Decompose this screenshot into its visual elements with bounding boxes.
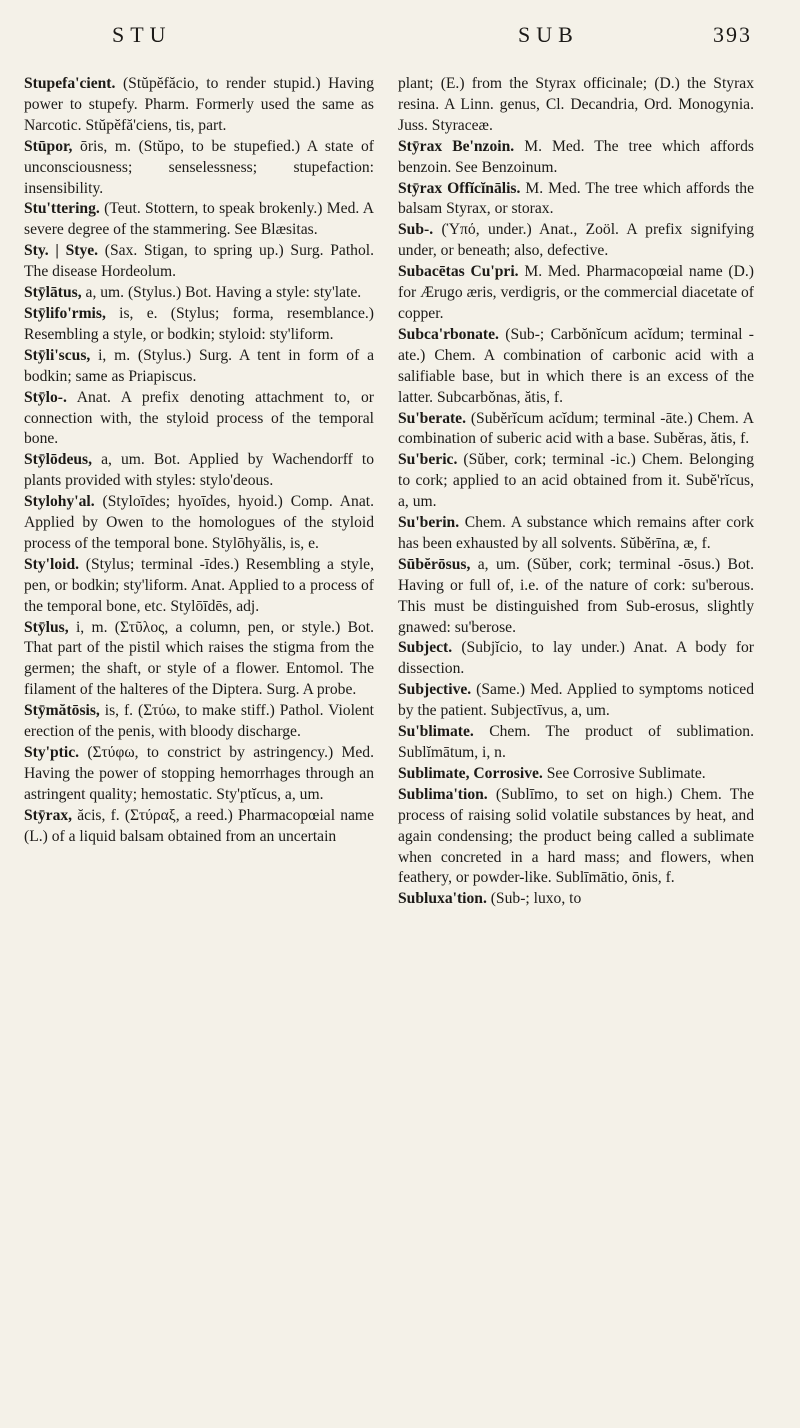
entry-definition: i, m. (Stylus.) Surg. A tent in form of a bodkin; same as Priapiscus. xyxy=(24,346,374,385)
entry-definition: i, m. (Στῦλος, a column, pen, or style.) Bot. That part of the pistil which raises the stigma from the germen; the shaft, or style of a flower. Entomol. The filament of the halteres of the Diptera. Surg. A probe. xyxy=(24,618,374,699)
entry-headword: Stȳlōdeus, xyxy=(24,451,93,469)
entry-definition: (Sub-; Carbŏnĭcum acĭdum; terminal -ate.) Chem. A combination of carbonic acid with a salifiable base, but in which there is an excess of the latter. Subcarbŏnas, ătis, f. xyxy=(398,325,754,406)
entry-headword: Stȳrax Offĭcĭnālis. xyxy=(398,179,521,197)
dictionary-entry xyxy=(398,889,754,910)
entry-definition: ăcis, f. (Στύραξ, a reed.) Pharmacopœial name (L.) of a liquid balsam obtained from an uncertain xyxy=(24,806,374,845)
entry-definition: M. Med. The tree which affords benzoin. See Benzoinum. xyxy=(398,137,754,176)
entry-headword: Subacētas Cu'pri. xyxy=(398,263,519,281)
dictionary-entry xyxy=(398,722,754,764)
entry-headword: Subluxa'tion. xyxy=(398,890,487,908)
dictionary-entry xyxy=(398,262,754,325)
dictionary-entry xyxy=(24,199,374,241)
dictionary-entry xyxy=(24,492,374,555)
entry-headword: Sub-. xyxy=(398,221,434,239)
entry-headword: Sty'ptic. xyxy=(24,744,80,761)
entry-headword: Stūpor, xyxy=(24,137,73,155)
entry-definition: (Same.) Med. Applied to symptoms noticed by the patient. Subjectīvus, a, um. xyxy=(398,681,754,720)
dictionary-entry xyxy=(24,137,374,200)
entry-headword: Su'beric. xyxy=(398,451,458,469)
entry-headword: Sty. | Stye. xyxy=(24,242,99,260)
entry-headword: Stȳlus, xyxy=(24,618,69,636)
dictionary-entry xyxy=(398,450,754,513)
entry-definition: a, um. Bot. Applied by Wachendorff to plants provided with styles: stylo'deous. xyxy=(24,451,374,490)
dictionary-entry xyxy=(24,450,374,492)
dictionary-entry xyxy=(24,555,374,618)
entry-definition: See Corrosive Sublimate. xyxy=(542,764,706,782)
dictionary-entry xyxy=(398,764,754,785)
dictionary-entry xyxy=(398,220,754,262)
entry-headword: Subca'rbonate. xyxy=(398,325,499,343)
entry-definition: a, um. (Stylus.) Bot. Having a style: sty'late. xyxy=(81,284,362,302)
dictionary-entry xyxy=(398,74,754,137)
dictionary-entry xyxy=(398,638,754,680)
dictionary-entry xyxy=(398,785,754,890)
entry-headword: Su'berate. xyxy=(398,409,467,427)
entry-definition: (Teut. Stottern, to speak brokenly.) Med. A severe degree of the stammering. See Blæsitas. xyxy=(24,200,374,239)
dictionary-entry xyxy=(24,388,374,451)
entry-definition: Chem. A substance which remains after cork has been exhausted by all solvents. Sŭbĕrīna, æ, f. xyxy=(398,514,754,552)
entry-definition: (Stylus; terminal -īdes.) Resembling a style, pen, or bodkin; sty'liform. Anat. Applied to a process of the temporal bone, etc. Stylōīdēs, adj. xyxy=(24,555,374,615)
dictionary-entry xyxy=(24,346,374,388)
entry-headword: Stȳlifo'rmis, xyxy=(24,304,106,322)
header-right-guide: SUB xyxy=(518,22,579,47)
entry-definition: Anat. A prefix denoting attachment to, or connection with, the styloid process of the temporal bone. xyxy=(24,388,374,448)
entry-definition: (Sŭber, cork; terminal -ic.) Chem. Belonging to cork; applied to an acid obtained from it. Subĕ'rĭcus, a, um. xyxy=(398,451,754,511)
entry-headword: Sublimate, Corrosive. xyxy=(398,764,543,782)
entry-headword: Sublima'tion. xyxy=(398,785,488,803)
dictionary-entry xyxy=(398,325,754,409)
right-column xyxy=(398,74,754,910)
dictionary-entry xyxy=(398,409,754,451)
dictionary-entry xyxy=(398,513,754,555)
left-column xyxy=(24,74,374,848)
entry-definition: M. Med. Pharmacopœial name (D.) for Ærugo æris, verdigris, or the commercial diacetate of copper. xyxy=(398,263,754,322)
entry-headword: Subjective. xyxy=(398,681,472,699)
entry-definition: plant; (E.) from the Styrax officinale; (D.) the Styrax resina. A Linn. genus, Cl. Decandria, Ord. Monogynia. Juss. Styraceæ. xyxy=(398,75,754,134)
entry-headword: Subject. xyxy=(398,639,453,657)
entry-headword: Stupefa'cient. xyxy=(24,75,116,92)
entry-definition: is, e. (Stylus; forma, resemblance.) Resembling a style, or bodkin; styloid: sty'liform. xyxy=(24,304,374,343)
entry-definition: (Subĕrĭcum acĭdum; terminal -āte.) Chem. A combination of suberic acid with a base. Subĕras, ătis, f. xyxy=(398,409,754,448)
entry-headword: Stȳli'scus, xyxy=(24,346,91,364)
entry-definition: (Stŭpĕfăcio, to render stupid.) Having power to stupefy. Pharm. Formerly used the same as Narcotic. Stŭpĕfă'ciens, tis, part. xyxy=(24,75,374,134)
entry-headword: Su'berin. xyxy=(398,514,460,532)
entry-headword: Stu'ttering. xyxy=(24,200,100,218)
entry-definition: ōris, m. (Stŭpo, to be stupefied.) A state of unconsciousness; senselessness; stupefaction: insensibility. xyxy=(24,137,374,197)
entry-definition: a, um. (Sŭber, cork; terminal -ōsus.) Bot. Having or full of, i.e. of the nature of cork: su'berous. This must be distinguished from Sub-erosus, slightly gnawed: su'berose. xyxy=(398,555,754,636)
entry-definition: (Sub-; luxo, to xyxy=(486,890,582,908)
entry-definition: (Styloīdes; hyoīdes, hyoid.) Comp. Anat. Applied by Owen to the homologues of the styloid process of the temporal bone. Stylōhyălis, is, e. xyxy=(24,493,374,552)
dictionary-entry xyxy=(398,680,754,722)
entry-headword: Stȳrax, xyxy=(24,806,73,824)
entry-headword: Sūbĕrōsus, xyxy=(398,555,471,573)
running-header xyxy=(0,22,800,58)
entry-definition: M. Med. The tree which affords the balsam Styrax, or storax. xyxy=(398,179,755,218)
entry-definition: (Subjĭcio, to lay under.) Anat. A body for dissection. xyxy=(398,639,754,678)
entry-definition: (Στύφω, to constrict by astringency.) Med. Having the power of stopping hemorrhages through an astringent quality; hemostatic. Sty'ptĭcus, a, um. xyxy=(24,744,374,803)
dictionary-entry xyxy=(24,806,374,848)
dictionary-entry xyxy=(24,241,374,283)
dictionary-entry xyxy=(398,137,754,179)
dictionary-entry xyxy=(398,179,754,221)
entry-headword: Stylohy'al. xyxy=(24,493,95,511)
entry-definition: Chem. The product of sublimation. Sublĭmātum, i, n. xyxy=(398,723,754,761)
entry-headword: Stȳlātus, xyxy=(24,284,82,302)
entry-headword: Stȳlo-. xyxy=(24,388,67,406)
dictionary-entry xyxy=(24,743,374,806)
entry-headword: Stȳrax Be'nzoin. xyxy=(398,137,515,155)
entry-definition: is, f. (Στύω, to make stiff.) Pathol. Violent erection of the penis, with bloody discharge. xyxy=(24,702,374,741)
entry-definition: (Sax. Stigan, to spring up.) Surg. Pathol. The disease Hordeolum. xyxy=(24,242,374,281)
entry-definition: (Ὑπό, under.) Anat., Zoöl. A prefix signifying under, or beneath; also, defective. xyxy=(398,221,754,260)
dictionary-entry xyxy=(24,283,374,304)
dictionary-entry xyxy=(398,555,754,639)
entry-headword: Sty'loid. xyxy=(24,555,80,573)
entry-definition: (Sublīmo, to set on high.) Chem. The process of raising solid volatile substances by heat, and again condensing; the product being called a sublimate when concreted in a hard mass; and flowers, when feathery, or powder-like. Sublīmātio, ōnis, f. xyxy=(398,785,754,887)
entry-headword: Stȳmătōsis, xyxy=(24,702,100,720)
page-number: 393 xyxy=(713,22,752,47)
dictionary-entry xyxy=(24,701,374,743)
dictionary-entry xyxy=(24,74,374,137)
header-left-guide: STU xyxy=(112,22,172,47)
dictionary-entry xyxy=(24,304,374,346)
entry-headword: Su'blimate. xyxy=(398,723,474,741)
dictionary-entry xyxy=(24,618,374,702)
